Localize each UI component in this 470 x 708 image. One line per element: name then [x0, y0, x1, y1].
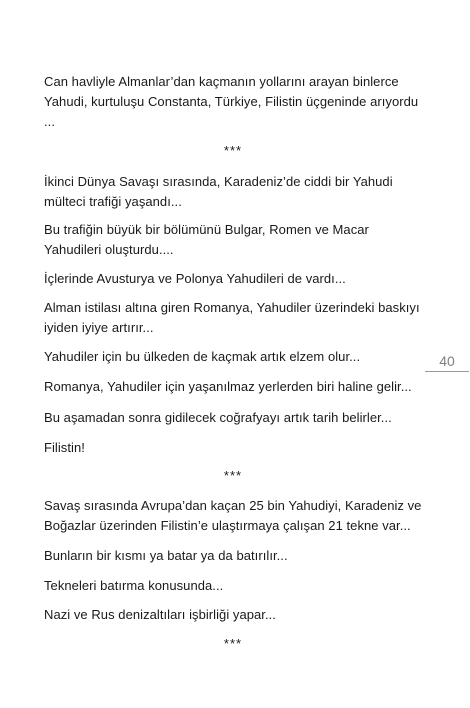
page-number: 40	[439, 353, 455, 369]
paragraph-text: Filistin!	[44, 440, 85, 455]
paragraph-text: İçlerinde Avusturya ve Polonya Yahudileri de vardı...	[44, 271, 346, 286]
paragraph-2	[44, 172, 426, 212]
paragraph-text: Can havliyle Almanlar’dan kaçmanın yollarını arayan binlerce Yahudi, kurtuluşu Constanta, Türkiye, Filistin üçgeninde arıyordu ...	[44, 74, 419, 129]
paragraph-text: Tekneleri batırma konusunda...	[44, 578, 224, 593]
paragraph-6	[44, 347, 426, 367]
paragraph-text: Alman istilası altına giren Romanya, Yahudiler üzerindeki baskıyı iyiden iyiye artırır...	[44, 300, 420, 335]
paragraph-text: Savaş sırasında Avrupa’dan kaçan 25 bin Yahudiyi, Karadeniz ve Boğazlar üzerinden Filistin’e ulaştırmaya çalışan 21 tekne var...	[44, 498, 422, 533]
paragraph-4	[44, 269, 426, 289]
paragraph-text: Bu aşamadan sonra gidilecek coğrafyayı artık tarih belirler...	[44, 410, 392, 425]
paragraph-text: Bu trafiğin büyük bir bölümünü Bulgar, Romen ve Macar Yahudileri oluşturdu....	[44, 222, 369, 257]
paragraph-13	[44, 605, 426, 625]
page-number-rule	[425, 371, 469, 372]
paragraph-3	[44, 220, 426, 260]
paragraph-text: Yahudiler için bu ülkeden de kaçmak artık elzem olur...	[44, 349, 361, 364]
paragraph-7	[44, 377, 426, 397]
paragraph-8	[44, 408, 426, 428]
paragraph-12	[44, 576, 426, 596]
section-separator: ***	[223, 468, 243, 483]
section-separator: ***	[223, 143, 243, 158]
paragraph-9	[44, 438, 426, 458]
paragraph-text: Romanya, Yahudiler için yaşanılmaz yerlerden biri haline gelir...	[44, 379, 412, 394]
paragraph-10	[44, 496, 426, 536]
paragraph-text: Nazi ve Rus denizaltıları işbirliği yapar...	[44, 607, 276, 622]
paragraph-11	[44, 546, 426, 566]
paragraph-text: Bunların bir kısmı ya batar ya da batırılır...	[44, 548, 288, 563]
paragraph-text: İkinci Dünya Savaşı sırasında, Karadeniz’de ciddi bir Yahudi mülteci trafiği yaşandı...	[44, 174, 393, 209]
paragraph-5	[44, 298, 426, 338]
section-separator: ***	[223, 636, 243, 651]
paragraph-1	[44, 72, 426, 132]
